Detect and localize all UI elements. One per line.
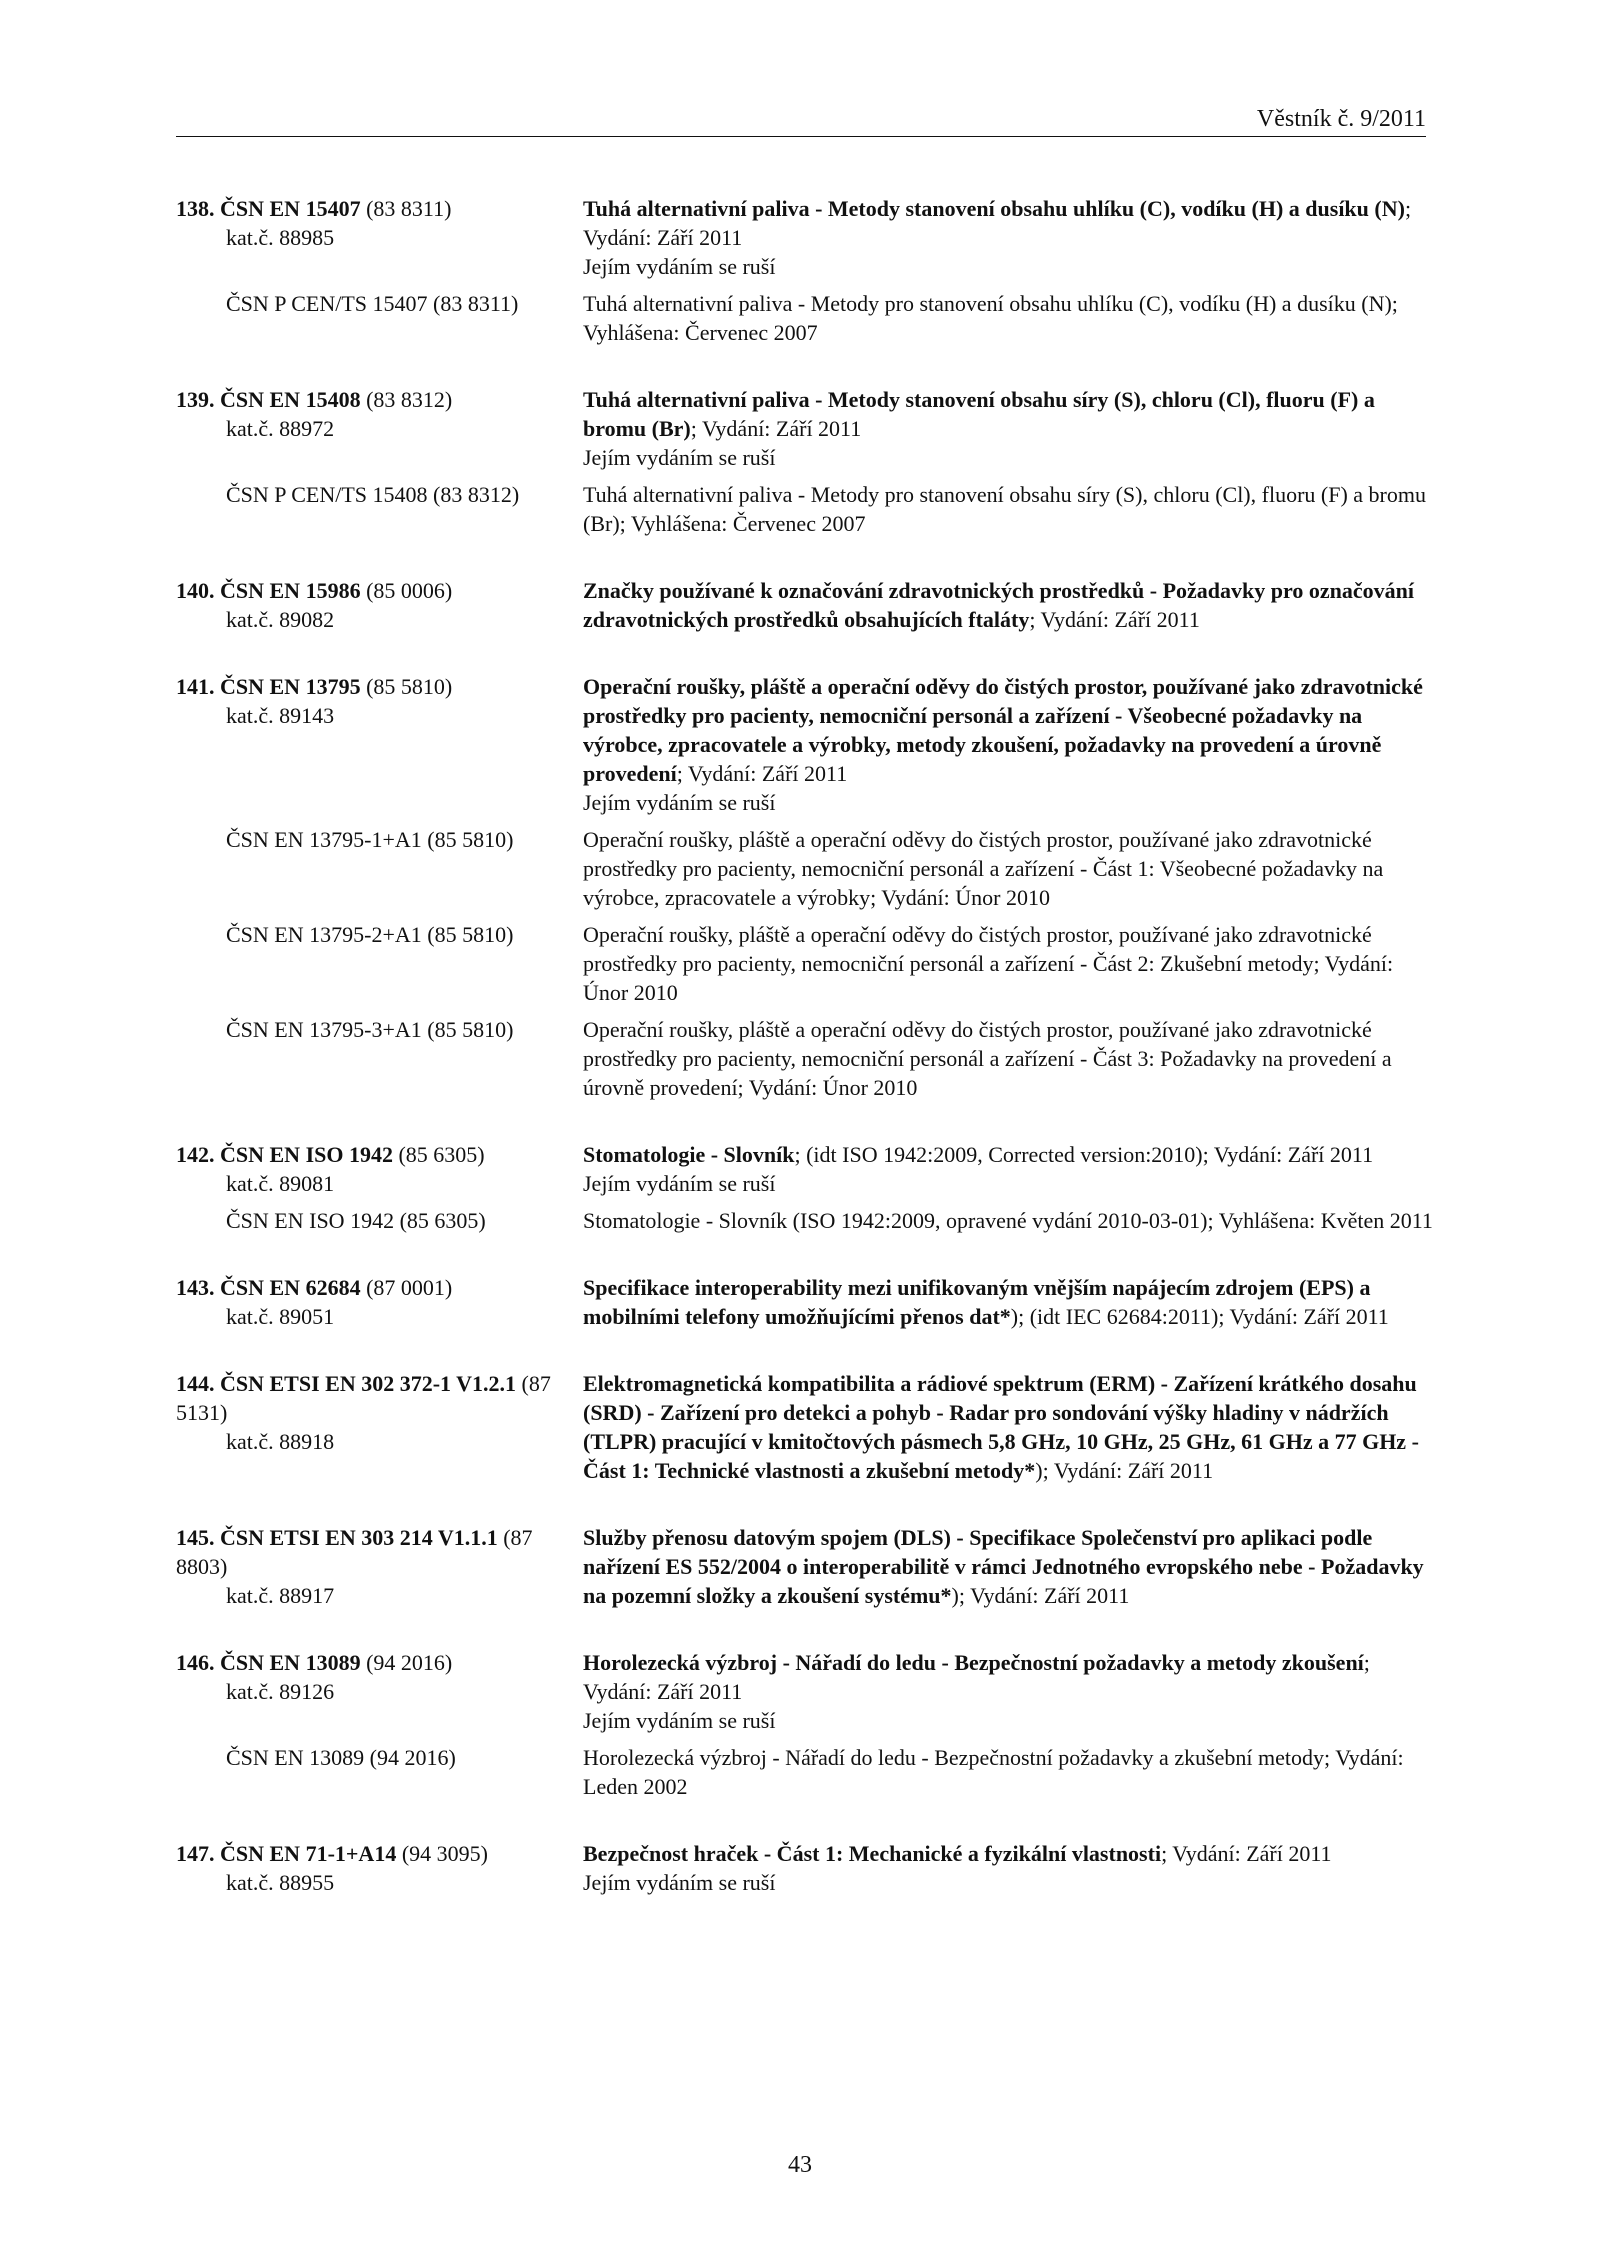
replaced-standard-designation xyxy=(176,1206,583,1235)
standard-designation: ČSN EN 13795 xyxy=(220,674,361,699)
entry-identifier xyxy=(176,1140,583,1198)
catalog-number: kat.č. 88985 xyxy=(226,225,335,250)
replaced-standard-row xyxy=(176,825,1436,912)
entry-number: 143. xyxy=(176,1275,215,1300)
issue-info: ); Vydání: Září 2011 xyxy=(951,1583,1130,1608)
issue-info: ; Vydání: Září 2011 xyxy=(583,196,1412,250)
entry-identifier xyxy=(176,385,583,472)
standard-designation: ČSN EN 13089 xyxy=(220,1650,361,1675)
entry-description xyxy=(583,385,1436,472)
entry-main-row xyxy=(176,576,1436,634)
issue-info: ); Vydání: Září 2011 xyxy=(1035,1458,1214,1483)
replaced-standard-code: ČSN P CEN/TS 15408 (83 8312) xyxy=(226,482,520,507)
replaced-standard-designation xyxy=(176,480,583,538)
entry-main-row xyxy=(176,1523,1436,1610)
catalog-number: kat.č. 88955 xyxy=(226,1870,335,1895)
standard-entry xyxy=(176,1839,1436,1897)
issue-info: ; Vydání: Září 2011 xyxy=(1161,1841,1332,1866)
standard-title: Tuhá alternativní paliva - Metody stanovení obsahu uhlíku (C), vodíku (H) a dusíku (N) xyxy=(583,196,1405,221)
replacement-note: Jejím vydáním se ruší xyxy=(583,1171,776,1196)
classification-code: (87 8803) xyxy=(176,1525,533,1579)
issue-info: ; Vydání: Září 2011 xyxy=(1029,607,1200,632)
entry-number: 141. xyxy=(176,674,215,699)
standard-designation: ČSN EN 15986 xyxy=(220,578,361,603)
replacement-note: Jejím vydáním se ruší xyxy=(583,1870,776,1895)
standard-title: Tuhá alternativní paliva - Metody stanovení obsahu síry (S), chloru (Cl), fluoru (F) a bromu (Br) xyxy=(583,387,1375,441)
standard-designation: ČSN EN ISO 1942 xyxy=(220,1142,393,1167)
replaced-standard-row xyxy=(176,1015,1436,1102)
issue-info: ; Vydání: Září 2011 xyxy=(690,416,862,441)
classification-code: (83 8312) xyxy=(366,387,453,412)
entry-identifier xyxy=(176,672,583,817)
entry-number: 147. xyxy=(176,1841,215,1866)
entry-description xyxy=(583,576,1436,634)
replacement-note: Jejím vydáním se ruší xyxy=(583,790,776,815)
catalog-number: kat.č. 88972 xyxy=(226,416,335,441)
standards-list xyxy=(176,194,1436,1935)
entry-number: 138. xyxy=(176,196,215,221)
entry-description xyxy=(583,1839,1436,1897)
entry-description xyxy=(583,672,1436,817)
catalog-number: kat.č. 88917 xyxy=(226,1583,335,1608)
classification-code: (94 2016) xyxy=(366,1650,453,1675)
replacement-note: Jejím vydáním se ruší xyxy=(583,254,776,279)
classification-code: (85 5810) xyxy=(366,674,453,699)
standard-title: Horolezecká výzbroj - Nářadí do ledu - Bezpečnostní požadavky a metody zkoušení xyxy=(583,1650,1364,1675)
classification-code: (94 3095) xyxy=(401,1841,488,1866)
catalog-number: kat.č. 88918 xyxy=(226,1429,335,1454)
standard-entry xyxy=(176,1140,1436,1235)
standard-title: Značky používané k označování zdravotnických prostředků - Požadavky pro označování zdravotnických prostředků obsahujících ftaláty xyxy=(583,578,1414,632)
replaced-standard-code: ČSN EN 13089 (94 2016) xyxy=(226,1745,456,1770)
standard-title: Služby přenosu datovým spojem (DLS) - Specifikace Společenství pro aplikaci podle nařízení ES 552/2004 o interoperabilitě v rámci Jednotného evropského nebe - Požadavky na pozemní složky a zkoušení systému* xyxy=(583,1525,1424,1608)
entry-description xyxy=(583,194,1436,281)
replaced-standard-designation xyxy=(176,920,583,1007)
classification-code: (85 0006) xyxy=(366,578,453,603)
replaced-standard-description: Operační roušky, pláště a operační oděvy do čistých prostor, používané jako zdravotnické prostředky pro pacienty, nemocniční personál a zařízení - Část 2: Zkušební metody; Vydání: Únor 2010 xyxy=(583,922,1394,1005)
catalog-number: kat.č. 89082 xyxy=(226,607,335,632)
classification-code: (85 6305) xyxy=(398,1142,485,1167)
replaced-standard-row xyxy=(176,289,1436,347)
entry-number: 140. xyxy=(176,578,215,603)
replaced-standard-description: Operační roušky, pláště a operační oděvy do čistých prostor, používané jako zdravotnické prostředky pro pacienty, nemocniční personál a zařízení - Část 3: Požadavky na provedení a úrovně provedení; Vydání: Únor 2010 xyxy=(583,1017,1392,1100)
standard-designation: ČSN EN 71-1+A14 xyxy=(220,1841,397,1866)
entry-identifier xyxy=(176,1648,583,1735)
replacement-note: Jejím vydáním se ruší xyxy=(583,1708,776,1733)
issue-info: ); (idt IEC 62684:2011); Vydání: Září 2011 xyxy=(1010,1304,1389,1329)
page-header xyxy=(176,104,1426,137)
standard-designation: ČSN EN 62684 xyxy=(220,1275,361,1300)
entry-description xyxy=(583,1369,1436,1485)
entry-main-row xyxy=(176,385,1436,472)
classification-code: (87 0001) xyxy=(366,1275,453,1300)
classification-code: (87 5131) xyxy=(176,1371,551,1425)
entry-main-row xyxy=(176,194,1436,281)
entry-description xyxy=(583,1140,1436,1198)
replaced-standard-description: Horolezecká výzbroj - Nářadí do ledu - Bezpečnostní požadavky a zkušební metody; Vydání: Leden 2002 xyxy=(583,1745,1404,1799)
catalog-number: kat.č. 89126 xyxy=(226,1679,335,1704)
standard-entry xyxy=(176,385,1436,538)
catalog-number: kat.č. 89081 xyxy=(226,1171,335,1196)
entry-main-row xyxy=(176,1273,1436,1331)
standard-entry xyxy=(176,1273,1436,1331)
standard-title: Stomatologie - Slovník xyxy=(583,1142,795,1167)
replaced-standard-row xyxy=(176,1743,1436,1801)
entry-main-row xyxy=(176,1839,1436,1897)
entry-description xyxy=(583,1273,1436,1331)
entry-identifier xyxy=(176,1273,583,1331)
catalog-number: kat.č. 89143 xyxy=(226,703,335,728)
entry-identifier xyxy=(176,194,583,281)
replaced-standard-code: ČSN EN 13795-1+A1 (85 5810) xyxy=(226,827,514,852)
replaced-standard-description: Tuhá alternativní paliva - Metody pro stanovení obsahu uhlíku (C), vodíku (H) a dusíku (N); Vyhlášena: Červenec 2007 xyxy=(583,291,1398,345)
standard-entry xyxy=(176,1523,1436,1610)
entry-number: 146. xyxy=(176,1650,215,1675)
replaced-standard-code: ČSN EN 13795-3+A1 (85 5810) xyxy=(226,1017,514,1042)
standard-designation: ČSN EN 15407 xyxy=(220,196,361,221)
replaced-standard-code: ČSN EN 13795-2+A1 (85 5810) xyxy=(226,922,514,947)
standard-entry xyxy=(176,194,1436,347)
classification-code: (83 8311) xyxy=(366,196,452,221)
entry-identifier xyxy=(176,1523,583,1610)
entry-identifier xyxy=(176,1839,583,1897)
standard-title: Operační roušky, pláště a operační oděvy do čistých prostor, používané jako zdravotnické prostředky pro pacienty, nemocniční personál a zařízení - Všeobecné požadavky na výrobce, zpracovatele a výrobky, metody zkoušení, požadavky na provedení a úrovně provedení xyxy=(583,674,1423,786)
standard-designation: ČSN ETSI EN 302 372-1 V1.2.1 xyxy=(220,1371,517,1396)
entry-main-row xyxy=(176,1140,1436,1198)
standard-designation: ČSN ETSI EN 303 214 V1.1.1 xyxy=(220,1525,498,1550)
replaced-standard-code: ČSN P CEN/TS 15407 (83 8311) xyxy=(226,291,519,316)
entry-description xyxy=(583,1523,1436,1610)
standard-entry xyxy=(176,576,1436,634)
replaced-standard-designation xyxy=(176,1743,583,1801)
replacement-note: Jejím vydáním se ruší xyxy=(583,445,776,470)
standard-designation: ČSN EN 15408 xyxy=(220,387,361,412)
replaced-standard-designation xyxy=(176,1015,583,1102)
entry-number: 142. xyxy=(176,1142,215,1167)
entry-number: 145. xyxy=(176,1525,215,1550)
entry-identifier xyxy=(176,1369,583,1485)
standard-entry xyxy=(176,672,1436,1102)
entry-number: 139. xyxy=(176,387,215,412)
standard-entry xyxy=(176,1648,1436,1801)
issue-info: ; Vydání: Září 2011 xyxy=(583,1650,1370,1704)
entry-main-row xyxy=(176,1369,1436,1485)
entry-main-row xyxy=(176,672,1436,817)
replaced-standard-description: Stomatologie - Slovník (ISO 1942:2009, opravené vydání 2010-03-01); Vyhlášena: Květen 2011 xyxy=(583,1208,1433,1233)
replaced-standard-row xyxy=(176,920,1436,1007)
replaced-standard-designation xyxy=(176,289,583,347)
replaced-standard-row xyxy=(176,480,1436,538)
replaced-standard-designation xyxy=(176,825,583,912)
replaced-standard-description: Operační roušky, pláště a operační oděvy do čistých prostor, používané jako zdravotnické prostředky pro pacienty, nemocniční personál a zařízení - Část 1: Všeobecné požadavky na výrobce, zpracovatele a výrobky; Vydání: Únor 2010 xyxy=(583,827,1384,910)
entry-description xyxy=(583,1648,1436,1735)
entry-identifier xyxy=(176,576,583,634)
standard-title: Elektromagnetická kompatibilita a rádiové spektrum (ERM) - Zařízení krátkého dosahu (SRD) - Zařízení pro detekci a pohyb - Radar pro sondování výšky hladiny v nádržích (TLPR) pracující v kmitočtových pásmech 5,8 GHz, 10 GHz, 25 GHz, 61 GHz a 77 GHz - Část 1: Technické vlastnosti a zkušební metody* xyxy=(583,1371,1419,1483)
replaced-standard-row xyxy=(176,1206,1436,1235)
page-number: 43 xyxy=(788,2152,812,2178)
standard-title: Bezpečnost hraček - Část 1: Mechanické a fyzikální vlastnosti xyxy=(583,1841,1162,1866)
replaced-standard-description: Tuhá alternativní paliva - Metody pro stanovení obsahu síry (S), chloru (Cl), fluoru (F) a bromu (Br); Vyhlášena: Červenec 2007 xyxy=(583,482,1426,536)
journal-title: Věstník č. 9/2011 xyxy=(1256,106,1426,132)
entry-main-row xyxy=(176,1648,1436,1735)
issue-info: ; (idt ISO 1942:2009, Corrected version:2010); Vydání: Září 2011 xyxy=(794,1142,1374,1167)
replaced-standard-code: ČSN EN ISO 1942 (85 6305) xyxy=(226,1208,486,1233)
standard-entry xyxy=(176,1369,1436,1485)
standard-title: Specifikace interoperability mezi unifikovaným vnějším napájecím zdrojem (EPS) a mobilními telefony umožňujícími přenos dat* xyxy=(583,1275,1371,1329)
issue-info: ; Vydání: Září 2011 xyxy=(676,761,848,786)
catalog-number: kat.č. 89051 xyxy=(226,1304,335,1329)
entry-number: 144. xyxy=(176,1371,215,1396)
